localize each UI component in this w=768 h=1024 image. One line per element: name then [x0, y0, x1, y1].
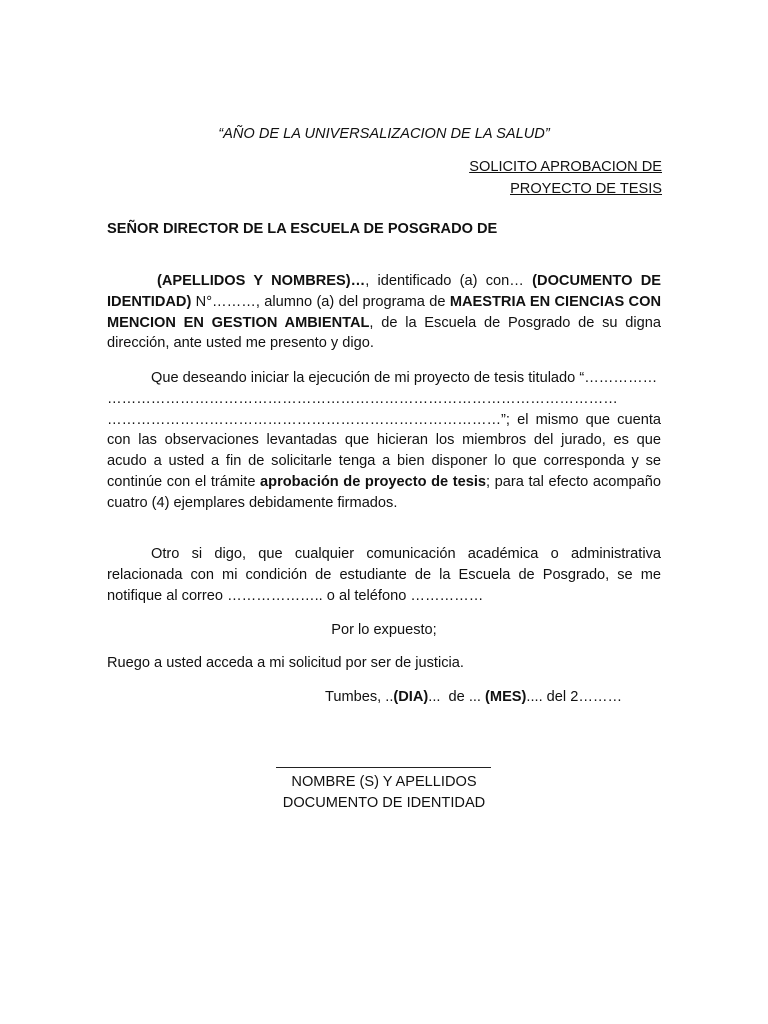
text-segment: Que deseando iniciar la ejecución de mi proyecto de tesis titulado “…………… — [151, 370, 658, 386]
paragraph-introduction — [107, 271, 661, 354]
signature-document: DOCUMENTO DE IDENTIDAD — [282, 795, 486, 811]
addressee: SEÑOR DIRECTOR DE LA ESCUELA DE POSGRADO DE — [107, 221, 498, 237]
program-name: MAESTRIA EN CIENCIAS CON MENCION EN GESTION AMBIENTAL — [107, 293, 661, 331]
signature-name: NOMBRE (S) Y APELLIDOS — [291, 774, 477, 790]
procedure-name: aprobación de proyecto de tesis — [260, 473, 487, 490]
thesis-title-dots: …………………………………………………………………………………………… — [107, 390, 618, 407]
text-segment: ; para tal efecto acompaño cuatro (4) ejemplares debidamente firmados. — [107, 473, 661, 511]
text-segment: , de la Escuela de Posgrado de su digna dirección, ante usted me presento y digo. — [107, 314, 662, 352]
subject-heading — [469, 157, 662, 200]
date-line — [325, 687, 622, 708]
text-segment: Otro si digo, que cualquier comunicación académica o administrativa relacionada con mi condición de estudiante de la Escuela de Posgrado, se me notifique al correo ……………….. o al teléfono …………… — [107, 546, 661, 604]
closing-phrase: Por lo expuesto; — [331, 622, 437, 638]
signature-line — [276, 757, 491, 768]
request-line: Ruego a usted acceda a mi solicitud por ser de justicia. — [107, 655, 464, 671]
paragraph-request — [107, 368, 661, 514]
subject-line-1: SOLICITO APROBACION DE — [469, 159, 662, 175]
text-segment: , identificado (a) con… — [365, 273, 533, 289]
text-segment: Tumbes, .. — [325, 689, 394, 705]
paragraph-contact — [107, 544, 661, 606]
year-motto: “AÑO DE LA UNIVERSALIZACION DE LA SALUD” — [218, 126, 550, 142]
month-placeholder: (MES) — [485, 689, 527, 705]
subject-line-2: PROYECTO DE TESIS — [510, 180, 662, 197]
applicant-name-placeholder: (APELLIDOS Y NOMBRES)… — [157, 273, 366, 289]
day-placeholder: (DIA) — [393, 689, 429, 705]
text-segment: N°………, alumno (a) del programa de — [191, 293, 450, 310]
text-segment: .... del 2……… — [526, 689, 623, 705]
text-segment: ... de ... — [428, 689, 486, 705]
text-segment: ………………………………………………………………………”; el mismo que cuenta con las observaciones levantadas que hicieran los miembros del jurado, es que acudo a usted a fin de solicitarle tenga a bien disponer lo que corresponda y se continúe con el trámite — [107, 411, 661, 490]
id-document-placeholder: (DOCUMENTO DE IDENTIDAD) — [107, 273, 661, 310]
